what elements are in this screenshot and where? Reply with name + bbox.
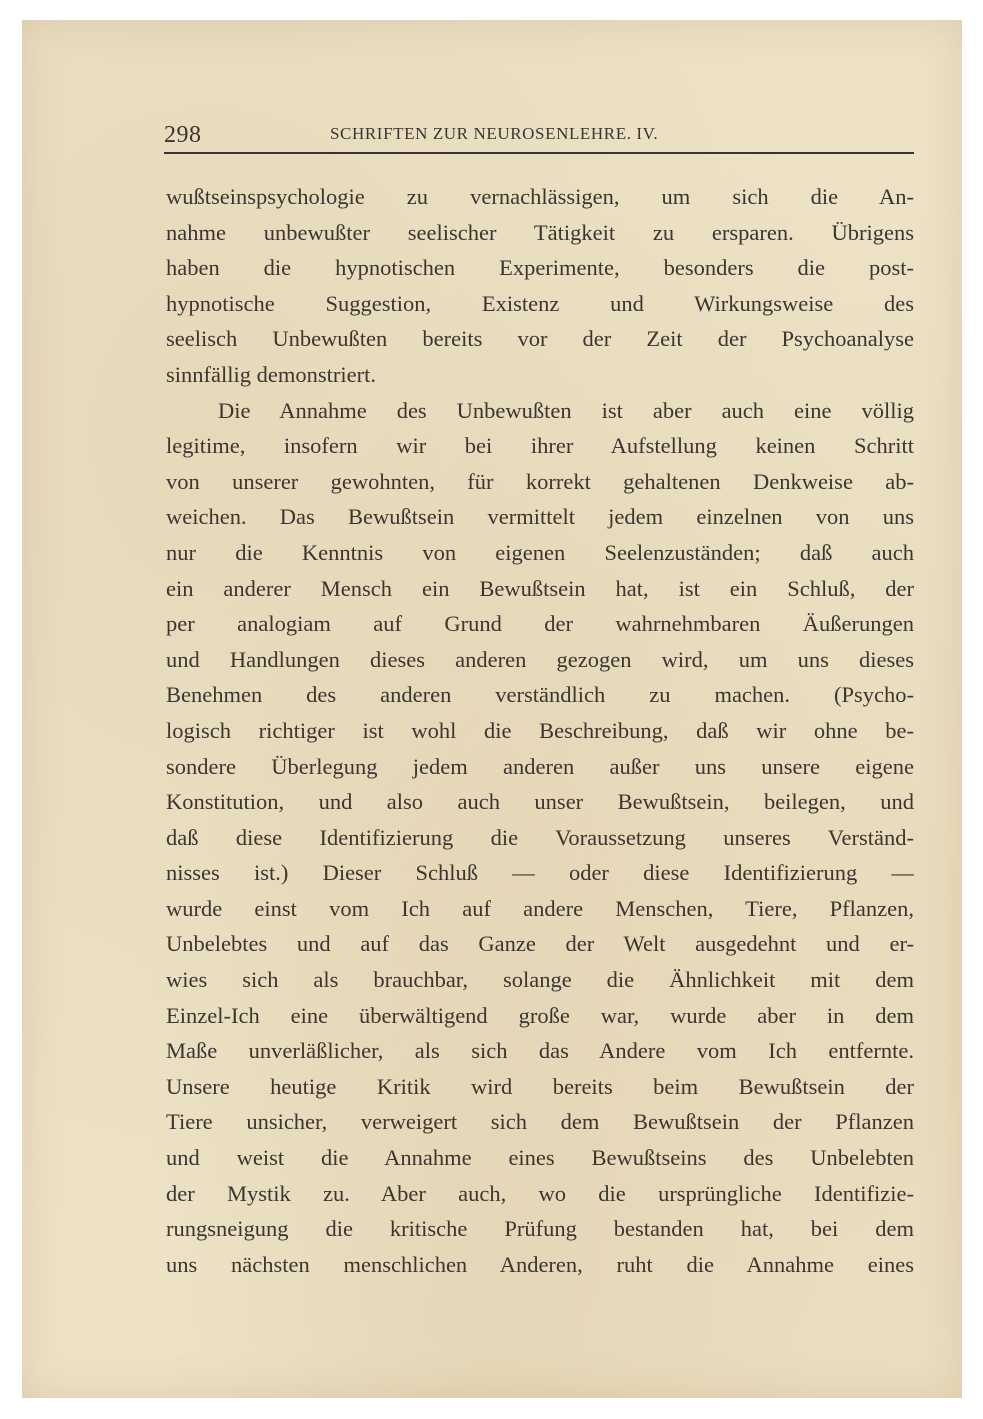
text-line: von unserer gewohnten, für korrekt gehaltenen Denkweise ab- (166, 468, 914, 494)
running-head: SCHRIFTEN ZUR NEUROSENLEHRE. IV. (330, 124, 659, 143)
text-line: per analogiam auf Grund der wahrnehmbaren Äußerungen (166, 611, 914, 637)
paragraph-start-line: Die Annahme des Unbewußten ist aber auch eine völlig (218, 397, 914, 423)
text-line: Tiere unsicher, verweigert sich dem Bewußtsein der Pflanzen (166, 1109, 914, 1135)
text-line: Einzel-Ich eine überwältigend große war, wurde aber in dem (166, 1002, 914, 1028)
text-line: logisch richtiger ist wohl die Beschreibung, daß wir ohne be- (166, 717, 914, 743)
text-line: sondere Überlegung jedem anderen außer uns unsere eigene (166, 753, 914, 779)
text-line: Maße unverläßlicher, als sich das Andere vom Ich entfernte. (166, 1038, 914, 1064)
body-text (166, 179, 914, 1282)
text-line: weichen. Das Bewußtsein vermittelt jedem einzelnen von uns (166, 504, 914, 530)
text-line: seelisch Unbewußten bereits vor der Zeit der Psychoanalyse (166, 326, 914, 352)
text-line: nahme unbewußter seelischer Tätigkeit zu ersparen. Übrigens (166, 219, 914, 245)
text-line: wies sich als brauchbar, solange die Ähnlichkeit mit dem (166, 967, 914, 993)
text-line: daß diese Identifizierung die Voraussetzung unseres Verständ- (166, 824, 914, 850)
text-line: und Handlungen dieses anderen gezogen wird, um uns dieses (166, 646, 914, 672)
page-header (164, 118, 914, 154)
text-line: nur die Kenntnis von eigenen Seelenzuständen; daß auch (166, 539, 914, 565)
text-line: wurde einst vom Ich auf andere Menschen, Tiere, Pflanzen, (166, 895, 914, 921)
text-line: hypnotische Suggestion, Existenz und Wirkungsweise des (166, 290, 914, 316)
text-line: Unbelebtes und auf das Ganze der Welt ausgedehnt und er- (166, 931, 914, 957)
text-line: legitime, insofern wir bei ihrer Aufstellung keinen Schritt (166, 433, 914, 459)
text-line: Benehmen des anderen verständlich zu machen. (Psycho- (166, 682, 914, 708)
text-line: nisses ist.) Dieser Schluß — oder diese Identifizierung — (166, 860, 914, 886)
text-line: uns nächsten menschlichen Anderen, ruht die Annahme eines (166, 1251, 914, 1277)
text-line: ein anderer Mensch ein Bewußtsein hat, ist ein Schluß, der (166, 575, 914, 601)
page-number: 298 (164, 122, 202, 148)
text-line: sinnfällig demonstriert. (166, 361, 376, 387)
text-line: Unsere heutige Kritik wird bereits beim Bewußtsein der (166, 1073, 914, 1099)
text-line: Konstitution, und also auch unser Bewußtsein, beilegen, und (166, 789, 914, 815)
text-line: wußtseinspsychologie zu vernachlässigen, um sich die An- (166, 184, 914, 209)
text-line: und weist die Annahme eines Bewußtseins des Unbelebten (166, 1145, 914, 1171)
text-line: haben die hypnotischen Experimente, besonders die post- (166, 255, 914, 281)
text-line: der Mystik zu. Aber auch, wo die ursprüngliche Identifizie- (166, 1180, 914, 1206)
text-line: rungsneigung die kritische Prüfung bestanden hat, bei dem (166, 1216, 914, 1242)
